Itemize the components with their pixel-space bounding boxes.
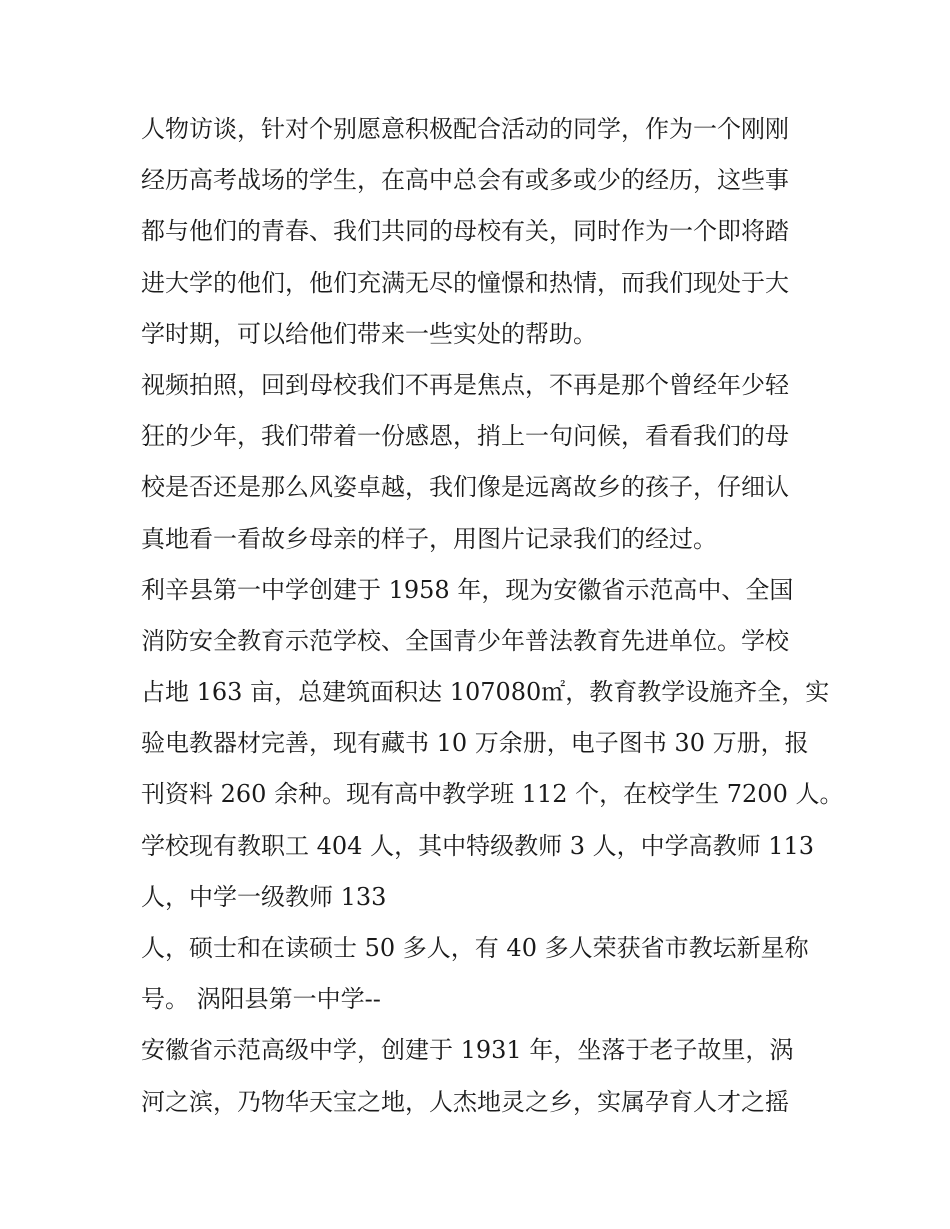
text-line: 验电教器材完善，现有藏书 10 万余册，电子图书 30 万册，报 — [141, 729, 809, 758]
text-line: 安徽省示范高级中学，创建于 1931 年，坐落于老子故里，涡 — [141, 1036, 794, 1065]
document-body — [141, 104, 844, 1128]
text-line: 经历高考战场的学生，在高中总会有或多或少的经历，这些事 — [141, 166, 789, 195]
text-line: 狂的少年，我们带着一份感恩，捎上一句问候，看看我们的母 — [141, 422, 789, 451]
text-line: 占地 163 亩，总建筑面积达 107080㎡，教育教学设施齐全，实 — [141, 678, 830, 707]
text-line: 校是否还是那么风姿卓越，我们像是远离故乡的孩子，仔细认 — [141, 473, 789, 502]
text-line: 视频拍照，回到母校我们不再是焦点，不再是那个曾经年少轻 — [141, 370, 789, 399]
text-line: 人，中学一级教师 133 — [141, 882, 387, 911]
text-line: 人，硕士和在读硕士 50 多人，有 40 多人荣获省市教坛新星称 — [141, 934, 809, 962]
text-line: 人物访谈，针对个别愿意积极配合活动的同学，作为一个刚刚 — [141, 115, 789, 143]
text-line: 都与他们的青春、我们共同的母校有关，同时作为一个即将踏 — [141, 217, 789, 246]
text-line: 学校现有教职工 404 人，其中特级教师 3 人，中学高教师 113 — [141, 831, 815, 860]
text-line: 学时期，可以给他们带来一些实处的帮助。 — [141, 319, 597, 348]
text-line: 消防安全教育示范学校、全国青少年普法教育先进单位。学校 — [141, 626, 789, 655]
text-line: 刊资料 260 余种。现有高中教学班 112 个，在校学生 7200 人。 — [141, 780, 844, 809]
text-line: 真地看一看故乡母亲的样子，用图片记录我们的经过。 — [141, 524, 717, 553]
text-line: 号。 涡阳县第一中学-- — [141, 985, 381, 1014]
text-line: 进大学的他们，他们充满无尽的憧憬和热情，而我们现处于大 — [141, 268, 789, 297]
text-line: 利辛县第一中学创建于 1958 年，现为安徽省示范高中、全国 — [141, 575, 794, 604]
text-line: 河之滨，乃物华天宝之地，人杰地灵之乡，实属孕育人才之摇 — [141, 1087, 789, 1116]
